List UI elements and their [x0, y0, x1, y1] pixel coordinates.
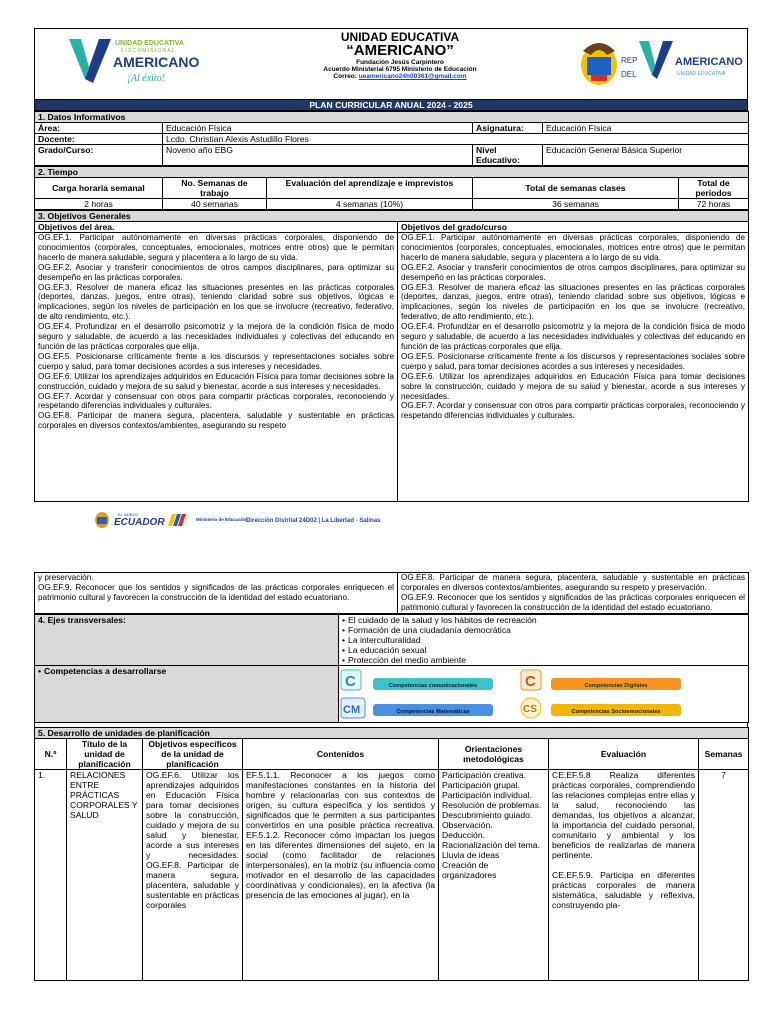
unidades-header-titulo: Título de la unidad de planificación: [67, 738, 143, 769]
table-row: [35, 769, 749, 980]
obj-grado-1: OG.EF.1. Participar autónomamente en diversas prácticas corporales, disponiendo de conocimientos (corporales, conceptuales, emocionales, motrices entre otros) que le permitan hacerlo de manera saludable, segura y placentera a lo largo de su vida.: [401, 233, 746, 262]
obj-area-6: OG.EF.6. Utilizar los aprendizajes adquiridos en Educación Física para tomar decisiones sobre la construcción, cuidado y mejora de su salud y bienestar, acorde a sus intereses y necesidades.: [38, 371, 394, 391]
republica-americano-logo-icon: [577, 35, 747, 93]
unidades-header-evaluacion: Evaluación: [549, 738, 699, 769]
competencias-badges: [339, 665, 749, 722]
logo-slogan: ¡Al éxito!: [127, 73, 166, 84]
obj-grado-3: OG.EF.3. Resolver de manera eficaz las situaciones presentes en las prácticas corporales (deportes, danzas, juegos, entre otras), teniendo claridad sobre sus objetivos, lógicas e implicaciones, según los niveles de participación en los que se involucre (recreativo, federativo, de alto rendimiento, etc.).: [401, 282, 746, 322]
objetivos-area-cont: [35, 573, 398, 614]
row1-contenidos: EF.5.1.1. Reconocer a los juegos como manifestaciones constantes en la historia del hombre y relacionarlas con sus contextos de origen, su cultura específica y los sentidos y significados que le permiten a sus participantes convertirlos en una posible práctica recreativa. EF.5.1.2. Reconocer cómo impactan los juegos en las diferentes dimensiones del sujeto, en la social (como facilitador de relaciones interpersonales), en la motriz (su influencia como motivador en el desarrollo de las capacidades coordinativas y condicionales), en la afectiva (la presencia de las emociones al jugar), en la: [243, 769, 439, 980]
tiempo-header-0: Carga horaria semanal: [35, 178, 163, 199]
tiempo-value-0: 2 horas: [35, 199, 163, 210]
obj-area-2: OG.EF.2. Asociar y transferir conocimientos de otros campos disciplinares, para optimizar su desempeño en las prácticas corporales.: [38, 262, 394, 282]
logo-right-brand: AMERICANO: [675, 56, 743, 68]
orient-3: Participación individual.: [442, 789, 532, 800]
page-two: [34, 572, 748, 981]
orient-1: Participación creativa.: [442, 769, 527, 780]
obj-area-3: OG.EF.3. Resolver de manera eficaz las situaciones presentes en las prácticas corporales (deportes, danzas, juegos, entre otras), teniendo claridad sobre sus objetivos, lógicas e implicaciones, según los niveles de participación en los que se involucre (recreativo, federativo, de alto rendimiento, etc.).: [38, 282, 394, 322]
datos-informativos-table: [34, 111, 749, 166]
area-value: Educación Física: [163, 123, 473, 134]
obj-grado-2: OG.EF.2. Asociar y transferir conocimientos de otros campos disciplinares, para optimizar su desempeño en las prácticas corporales.: [401, 262, 746, 282]
logo-line2: FISCOMISIONAL: [121, 48, 176, 54]
tiempo-header-4: Total de periodos: [679, 178, 749, 199]
logo-brand: AMERICANO: [113, 54, 200, 70]
comp-letter-c: C: [345, 672, 356, 690]
objetivos-grado-header: Objetivos del grado/curso: [398, 222, 749, 233]
section-tiempo: 2. Tiempo: [35, 167, 749, 178]
orient-7: Deducción.: [442, 829, 485, 840]
email-label: Correo:: [333, 73, 359, 80]
obj-grado-4: OG.EF.4. Profundizar en el desarrollo psicomotriz y la mejora de la condición física de modo seguro y saludable, de acuerdo a las necesidades individuales y colectivas del educando en función de las prácticas corporales que elija.: [401, 322, 746, 351]
orient-5: Descubrimiento guiado.: [442, 809, 533, 820]
comp-matematicas: Competencias Matemáticas: [396, 708, 470, 715]
obj-area-8: OG.EF.8. Participar de manera segura, placentera, saludable y sustentable en prácticas corporales en diversos contextos/ambientes, asegurando su respeto: [38, 411, 394, 431]
row1-semanas: 7: [699, 769, 749, 980]
eje-item-1: • El cuidado de la salud y los hábitos de recreación: [342, 614, 537, 625]
ejes-competencias-table: [34, 614, 749, 723]
ecuador-ministerio-logo-icon: [92, 510, 492, 530]
ejes-list: [339, 614, 749, 665]
docente-value: Lcdo. Christian Alexis Astudillo Flores: [163, 134, 749, 145]
unidades-header-semanas: Semanas: [699, 738, 749, 769]
section-objetivos: 3. Objetivos Generales: [35, 211, 749, 222]
obj-grado-cont-1: OG.EF.8. Participar de manera segura, placentera, saludable y sustentable en prácticas corporales en diversos contextos/ambientes, asegurando su respeto y preservación.: [401, 573, 745, 592]
header-title2: “AMERICANO”: [346, 42, 454, 59]
tiempo-value-1: 40 semanas: [163, 199, 267, 210]
comp-socioemocionales: Competencias Socioemocionales: [571, 708, 661, 715]
competencias-graphic: [339, 666, 743, 722]
row1-evaluacion: [549, 769, 699, 980]
asignatura-label: Asignatura:: [473, 123, 543, 134]
objetivos-area-text: [35, 233, 398, 502]
row1-objetivos: OG.EF.6. Utilizar los aprendizajes adquiridos en Educación Física para tomar decisiones sobre la construcción, cuidado y mejora de su salud y bienestar, acorde a sus intereses y necesidades. OG.EF.8. Participar de manera segura, placentera, saludable y sustentable en prácticas corporales: [143, 769, 243, 980]
nivel-label: Nivel Educativo:: [473, 145, 543, 166]
page-one: [34, 28, 748, 502]
americano-logo-icon: [65, 33, 225, 93]
footer-direccion: Dirección Distrital 24D02 | La Libertad - Salinas: [246, 518, 381, 524]
orient-6: Observación.: [442, 819, 493, 830]
objetivos-grado-cont: [398, 573, 749, 614]
footer-ministerio: Ministerio de Educación: [196, 517, 248, 522]
obj-area-cont-2: OG.EF.9. Reconocer que los sentidos y significados de las prácticas corporales enriquecen el patrimonio cultural y favorecen la construcción de la identidad del estado ecuatoriano.: [38, 582, 394, 602]
document-header: [34, 28, 748, 100]
logo-del: DEL: [621, 70, 637, 79]
obj-area-5: OG.EF.5. Posicionarse críticamente frente a los discursos y representaciones sociales sobre cuerpo y salud, para tomar decisiones acordes a sus intereses y necesidades.: [38, 351, 394, 371]
docente-label: Docente:: [35, 134, 163, 145]
eje-item-3: • La interculturalidad: [342, 634, 421, 645]
unidades-header-contenidos: Contenidos: [243, 738, 439, 769]
plan-title-band: PLAN CURRICULAR ANUAL 2024 - 2025: [34, 100, 748, 111]
header-center: [285, 31, 515, 80]
orient-2: Participación grupal.: [442, 779, 520, 790]
obj-grado-6: OG.EF.6. Utilizar los aprendizajes adquiridos en Educación Física para tomar decisiones sobre la construcción, cuidado y mejora de su salud y bienestar, acorde a sus intereses y necesidades.: [401, 371, 746, 401]
eval-2: CE.EF.5.9. Participa en diferentes prácticas corporales de manera sistemática, saludable y reflexiva, construyendo pla-: [552, 869, 695, 910]
obj-area-1: OG.EF.1. Participar autónomamente en diversas prácticas corporales, disponiendo de conocimientos (corporales, conceptuales, emocionales, motrices entre otros) que le permitan hacerlo de manera saludable, segura y placentera a lo largo de su vida.: [38, 233, 394, 262]
page-footer: [92, 510, 492, 530]
obj-area-cont-1: y preservación.: [38, 573, 94, 582]
row1-titulo: RELACIONES ENTRE PRÁCTICAS CORPORALES Y SALUD: [67, 769, 143, 980]
grado-value: Noveno año EBG: [163, 145, 473, 166]
comp-digitales: Competencias Digitales: [584, 682, 648, 689]
unidades-table: [34, 727, 749, 981]
comp-letter-cs: CS: [523, 703, 537, 715]
eje-item-4: • La educación sexual: [342, 644, 427, 655]
orient-8: Racionalización del tema.: [442, 839, 540, 850]
tiempo-table: [34, 166, 749, 210]
eje-item-2: • Formación de una ciudadanía democrática: [342, 624, 511, 635]
tiempo-value-4: 72 horas: [679, 199, 749, 210]
header-agreement: Acuerdo Ministerial 6795 Ministerio de Educación: [323, 66, 477, 73]
obj-grado-7: OG.EF.7. Acordar y consensuar con otros para compartir prácticas corporales, reconociendo y respetando diferencias individuales y culturales.: [401, 401, 746, 421]
objetivos-area-header: Objetivos del área.: [35, 222, 398, 233]
header-foundation: Fundación Jesús Carpintero: [356, 59, 444, 66]
unidades-header-orientaciones: Orientaciones metodológicas: [439, 738, 549, 769]
obj-area-4: OG.EF.4. Profundizar en el desarrollo psicomotriz y la mejora de la condición física de modo seguro y saludable, de acuerdo a las necesidades individuales y colectivas del educando en función de las prácticas corporales que elija.: [38, 322, 394, 351]
tiempo-value-3: 36 semanas: [473, 199, 679, 210]
row1-orientaciones: [439, 769, 549, 980]
tiempo-value-2: 4 semanas (10%): [267, 199, 473, 210]
email-link[interactable]: ueamericano24h00361@gmail.com: [358, 73, 467, 80]
obj-grado-cont-2: OG.EF.9. Reconocer que los sentidos y significados de las prácticas corporales enriquecen el patrimonio cultural y favorecen la construcción de la identidad del estado ecuatoriano.: [401, 592, 745, 612]
footer-el-nuevo: EL NUEVO: [118, 512, 139, 517]
section-unidades: 5. Desarrollo de unidades de planificación: [35, 727, 749, 738]
logo-line1: UNIDAD EDUCATIVA: [115, 40, 184, 47]
footer-ecuador: ECUADOR: [114, 517, 165, 528]
orient-10: Creación de organizadores: [442, 859, 497, 880]
competencias-label: • Competencias a desarrollarse: [35, 665, 339, 722]
comp-letter-d: C: [525, 672, 536, 690]
eval-1: CE.EF.5.8 Realiza diferentes prácticas corporales, comprendiendo las relaciones complejas entre ellas y la salud, reconociendo las demandas, los objetivos a alcanzar, la importancia del cuidado personal, comunitario y ambiental y los beneficios de realizarlas de manera pertinente.: [552, 769, 695, 860]
unidades-header-objetivos: Objetivos específicos de la unidad de planificación: [143, 738, 243, 769]
logo-rep: REP: [621, 56, 638, 65]
logo-right-sub: UNIDAD EDUCATIVA: [677, 71, 726, 77]
asignatura-value: Educación Física: [543, 123, 749, 134]
tiempo-header-2: Evaluación del aprendizaje e imprevistos: [267, 178, 473, 199]
area-label: Área:: [35, 123, 163, 134]
tiempo-header-3: Total de semanas clases: [473, 178, 679, 199]
obj-grado-5: OG.EF.5. Posicionarse críticamente frente a los discursos y representaciones sociales sobre cuerpo y salud, para tomar decisiones acordes a sus intereses y necesidades.: [401, 351, 746, 371]
ejes-label: 4. Ejes transversales:: [35, 614, 339, 665]
grado-label: Grado/Curso:: [35, 145, 163, 166]
comp-letter-cm: CM: [343, 703, 361, 716]
header-email-line: [285, 73, 515, 80]
section-datos: 1. Datos Informativos: [35, 112, 749, 123]
tiempo-header-1: No. Semanas de trabajo: [163, 178, 267, 199]
unidades-header-n: N.º: [35, 738, 67, 769]
orient-9: Lluvia de ideas: [442, 849, 500, 860]
objetivos-grado-text: [398, 233, 749, 502]
nivel-value: Educación General Básica Superior: [543, 145, 749, 166]
header-title1: UNIDAD EDUCATIVA: [340, 30, 460, 44]
eje-item-5: • Protección del medio ambiente: [342, 654, 466, 665]
objetivos-continued-table: [34, 572, 749, 614]
obj-area-7: OG.EF.7. Acordar y consensuar con otros para compartir prácticas corporales, reconociendo y respetando diferencias individuales y culturales.: [38, 391, 394, 411]
orient-4: Resolución de problemas.: [442, 799, 542, 810]
objetivos-table: [34, 210, 749, 502]
row1-n: 1.: [35, 769, 67, 980]
comp-comunicacionales: Competencias comunicacionales: [388, 682, 478, 689]
